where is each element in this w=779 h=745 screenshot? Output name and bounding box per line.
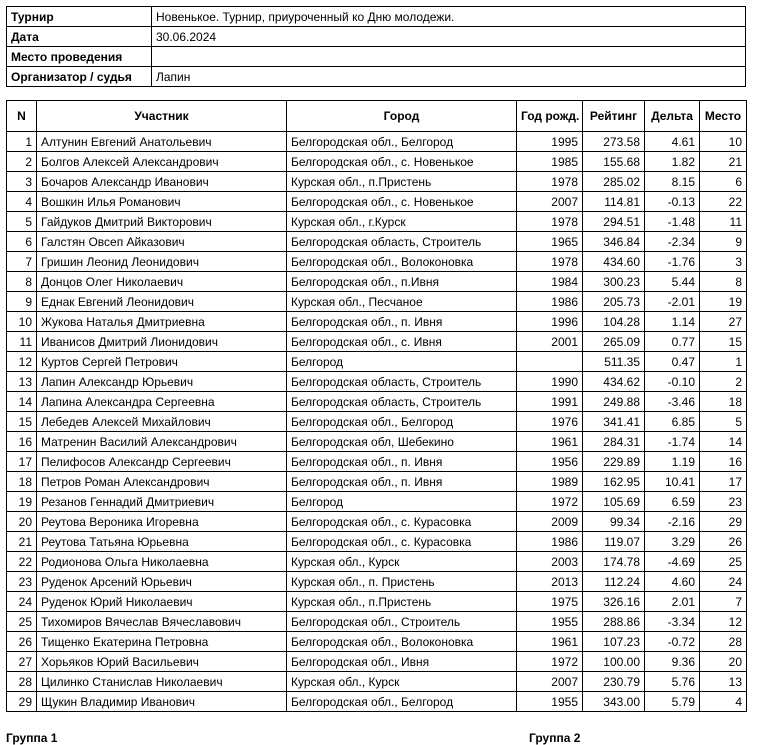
rating-cell: 155.68	[583, 152, 645, 172]
rating-cell: 229.89	[583, 452, 645, 472]
participant-name-cell: Реутова Вероника Игоревна	[37, 512, 287, 532]
participant-name-cell: Петров Роман Александрович	[37, 472, 287, 492]
delta-cell: -2.01	[645, 292, 700, 312]
participant-name-cell: Галстян Овсеп Айказович	[37, 232, 287, 252]
delta-cell: 9.36	[645, 652, 700, 672]
participant-name-cell: Лапин Александр Юрьевич	[37, 372, 287, 392]
participant-city-cell: Белгородская обл., Белгород	[287, 692, 517, 712]
rating-cell: 285.02	[583, 172, 645, 192]
rating-cell: 346.84	[583, 232, 645, 252]
row-number-cell: 6	[7, 232, 37, 252]
table-row	[7, 592, 747, 612]
info-row-organizer	[7, 67, 746, 87]
rating-cell: 273.58	[583, 132, 645, 152]
participant-city-cell: Белгородская обл., п. Ивня	[287, 472, 517, 492]
birth-year-cell	[517, 352, 583, 372]
row-number-cell: 29	[7, 692, 37, 712]
birth-year-cell: 2013	[517, 572, 583, 592]
place-cell: 23	[700, 492, 747, 512]
participant-name-cell: Матренин Василий Александрович	[37, 432, 287, 452]
table-row	[7, 572, 747, 592]
birth-year-cell: 1961	[517, 632, 583, 652]
participant-city-cell: Белгородская обл., п.Ивня	[287, 272, 517, 292]
table-row	[7, 412, 747, 432]
rating-cell: 114.81	[583, 192, 645, 212]
rating-cell: 265.09	[583, 332, 645, 352]
place-cell: 1	[700, 352, 747, 372]
birth-year-cell: 1984	[517, 272, 583, 292]
info-row-tournament	[7, 7, 746, 27]
delta-cell: 10.41	[645, 472, 700, 492]
participant-city-cell: Белгородская область, Строитель	[287, 372, 517, 392]
row-number-cell: 25	[7, 612, 37, 632]
participant-name-cell: Лебедев Алексей Михайлович	[37, 412, 287, 432]
row-number-cell: 22	[7, 552, 37, 572]
participant-city-cell: Белгородская обл., с. Курасовка	[287, 512, 517, 532]
delta-cell: -0.72	[645, 632, 700, 652]
tournament-value: Новенькое. Турнир, приуроченный ко Дню молодежи.	[152, 7, 746, 27]
participant-name-cell: Жукова Наталья Дмитриевна	[37, 312, 287, 332]
row-number-cell: 26	[7, 632, 37, 652]
delta-cell: 8.15	[645, 172, 700, 192]
table-row	[7, 452, 747, 472]
rating-cell: 326.16	[583, 592, 645, 612]
table-row	[7, 152, 747, 172]
participant-city-cell: Курская обл., Курск	[287, 672, 517, 692]
place-cell: 8	[700, 272, 747, 292]
table-row	[7, 212, 747, 232]
rating-cell: 107.23	[583, 632, 645, 652]
birth-year-cell: 1986	[517, 292, 583, 312]
birth-year-cell: 1975	[517, 592, 583, 612]
rating-cell: 100.00	[583, 652, 645, 672]
place-cell: 19	[700, 292, 747, 312]
birth-year-cell: 2009	[517, 512, 583, 532]
participant-name-cell: Руденок Юрий Николаевич	[37, 592, 287, 612]
delta-cell: -3.46	[645, 392, 700, 412]
row-number-cell: 11	[7, 332, 37, 352]
participant-city-cell: Белгородская область, Строитель	[287, 232, 517, 252]
rating-cell: 119.07	[583, 532, 645, 552]
participant-name-cell: Реутова Татьяна Юрьевна	[37, 532, 287, 552]
table-row	[7, 252, 747, 272]
row-number-cell: 2	[7, 152, 37, 172]
participant-city-cell: Белгородская обл., с. Курасовка	[287, 532, 517, 552]
birth-year-cell: 1986	[517, 532, 583, 552]
venue-label: Место проведения	[7, 47, 152, 67]
delta-cell: 2.01	[645, 592, 700, 612]
place-cell: 26	[700, 532, 747, 552]
delta-cell: 1.14	[645, 312, 700, 332]
place-cell: 11	[700, 212, 747, 232]
participant-city-cell: Белгородская обл., с. Ивня	[287, 332, 517, 352]
participant-city-cell: Белгородская обл., Ивня	[287, 652, 517, 672]
group-2-label: Группа 2	[529, 731, 581, 745]
participant-city-cell: Курская обл., п.Пристень	[287, 592, 517, 612]
participant-city-cell: Белгородская обл., п. Ивня	[287, 312, 517, 332]
birth-year-cell: 1955	[517, 612, 583, 632]
rating-cell: 104.28	[583, 312, 645, 332]
birth-year-cell: 2007	[517, 192, 583, 212]
rating-cell: 112.24	[583, 572, 645, 592]
group-1-label: Группа 1	[6, 731, 58, 745]
delta-cell: 1.19	[645, 452, 700, 472]
row-number-cell: 21	[7, 532, 37, 552]
place-cell: 20	[700, 652, 747, 672]
table-row	[7, 132, 747, 152]
tournament-info-table	[6, 6, 746, 87]
birth-year-cell: 1978	[517, 252, 583, 272]
place-cell: 13	[700, 672, 747, 692]
rating-cell: 205.73	[583, 292, 645, 312]
table-row	[7, 352, 747, 372]
participant-name-cell: Родионова Ольга Николаевна	[37, 552, 287, 572]
birth-year-cell: 1985	[517, 152, 583, 172]
place-cell: 22	[700, 192, 747, 212]
delta-cell: 5.76	[645, 672, 700, 692]
participant-name-cell: Болгов Алексей Александрович	[37, 152, 287, 172]
table-row	[7, 392, 747, 412]
table-row	[7, 192, 747, 212]
delta-cell: 1.82	[645, 152, 700, 172]
table-row	[7, 512, 747, 532]
table-row	[7, 652, 747, 672]
participant-city-cell: Белгород	[287, 492, 517, 512]
participant-city-cell: Белгород	[287, 352, 517, 372]
participant-city-cell: Белгородская обл., Волоконовка	[287, 252, 517, 272]
birth-year-cell: 1956	[517, 452, 583, 472]
delta-cell: -2.16	[645, 512, 700, 532]
participant-name-cell: Иванисов Дмитрий Лионидович	[37, 332, 287, 352]
birth-year-cell: 2001	[517, 332, 583, 352]
place-cell: 28	[700, 632, 747, 652]
place-cell: 16	[700, 452, 747, 472]
tournament-label: Турнир	[7, 7, 152, 27]
birth-year-cell: 1990	[517, 372, 583, 392]
participant-city-cell: Белгородская обл., с. Новенькое	[287, 152, 517, 172]
row-number-cell: 8	[7, 272, 37, 292]
participant-name-cell: Еднак Евгений Леонидович	[37, 292, 287, 312]
rating-cell: 105.69	[583, 492, 645, 512]
table-row	[7, 172, 747, 192]
header-participant: Участник	[37, 101, 287, 132]
row-number-cell: 23	[7, 572, 37, 592]
delta-cell: -3.34	[645, 612, 700, 632]
table-row	[7, 292, 747, 312]
participant-name-cell: Лапина Александра Сергеевна	[37, 392, 287, 412]
participant-name-cell: Донцов Олег Николаевич	[37, 272, 287, 292]
organizer-label: Организатор / судья	[7, 67, 152, 87]
table-row	[7, 532, 747, 552]
delta-cell: 0.77	[645, 332, 700, 352]
info-row-venue	[7, 47, 746, 67]
participant-city-cell: Курская обл., п. Пристень	[287, 572, 517, 592]
delta-cell: 5.44	[645, 272, 700, 292]
participant-city-cell: Курская обл., Курск	[287, 552, 517, 572]
participant-name-cell: Тихомиров Вячеслав Вячеславович	[37, 612, 287, 632]
rating-cell: 249.88	[583, 392, 645, 412]
birth-year-cell: 1961	[517, 432, 583, 452]
birth-year-cell: 1978	[517, 172, 583, 192]
table-row	[7, 692, 747, 712]
table-row	[7, 472, 747, 492]
organizer-value: Лапин	[152, 67, 746, 87]
header-place: Место	[700, 101, 747, 132]
participant-city-cell: Белгородская обл., Волоконовка	[287, 632, 517, 652]
participant-name-cell: Тищенко Екатерина Петровна	[37, 632, 287, 652]
row-number-cell: 12	[7, 352, 37, 372]
place-cell: 17	[700, 472, 747, 492]
results-table	[6, 100, 747, 712]
participant-name-cell: Алтунин Евгений Анатольевич	[37, 132, 287, 152]
delta-cell: 4.61	[645, 132, 700, 152]
table-row	[7, 552, 747, 572]
date-value: 30.06.2024	[152, 27, 746, 47]
place-cell: 25	[700, 552, 747, 572]
table-row	[7, 492, 747, 512]
place-cell: 7	[700, 592, 747, 612]
table-row	[7, 632, 747, 652]
place-cell: 5	[700, 412, 747, 432]
row-number-cell: 15	[7, 412, 37, 432]
delta-cell: -1.74	[645, 432, 700, 452]
table-row	[7, 432, 747, 452]
row-number-cell: 17	[7, 452, 37, 472]
delta-cell: -1.76	[645, 252, 700, 272]
row-number-cell: 14	[7, 392, 37, 412]
place-cell: 6	[700, 172, 747, 192]
rating-cell: 99.34	[583, 512, 645, 532]
birth-year-cell: 1996	[517, 312, 583, 332]
place-cell: 27	[700, 312, 747, 332]
participant-name-cell: Куртов Сергей Петрович	[37, 352, 287, 372]
participant-name-cell: Цилинко Станислав Николаевич	[37, 672, 287, 692]
participant-city-cell: Курская обл., г.Курск	[287, 212, 517, 232]
results-header-row	[7, 101, 747, 132]
row-number-cell: 24	[7, 592, 37, 612]
participant-city-cell: Белгородская обл., Строитель	[287, 612, 517, 632]
date-label: Дата	[7, 27, 152, 47]
birth-year-cell: 1995	[517, 132, 583, 152]
participant-name-cell: Пелифосов Александр Сергеевич	[37, 452, 287, 472]
delta-cell: -1.48	[645, 212, 700, 232]
delta-cell: 4.60	[645, 572, 700, 592]
participant-name-cell: Гайдуков Дмитрий Викторович	[37, 212, 287, 232]
header-rating: Рейтинг	[583, 101, 645, 132]
rating-cell: 343.00	[583, 692, 645, 712]
rating-cell: 300.23	[583, 272, 645, 292]
place-cell: 4	[700, 692, 747, 712]
place-cell: 14	[700, 432, 747, 452]
row-number-cell: 7	[7, 252, 37, 272]
header-birth-year: Год рожд.	[517, 101, 583, 132]
birth-year-cell: 1965	[517, 232, 583, 252]
row-number-cell: 5	[7, 212, 37, 232]
place-cell: 9	[700, 232, 747, 252]
birth-year-cell: 1955	[517, 692, 583, 712]
participant-name-cell: Резанов Геннадий Дмитриевич	[37, 492, 287, 512]
rating-cell: 511.35	[583, 352, 645, 372]
table-row	[7, 672, 747, 692]
delta-cell: -0.13	[645, 192, 700, 212]
row-number-cell: 27	[7, 652, 37, 672]
birth-year-cell: 1989	[517, 472, 583, 492]
participant-city-cell: Курская обл., п.Пристень	[287, 172, 517, 192]
delta-cell: 6.59	[645, 492, 700, 512]
row-number-cell: 3	[7, 172, 37, 192]
participant-name-cell: Руденок Арсений Юрьевич	[37, 572, 287, 592]
table-row	[7, 372, 747, 392]
place-cell: 2	[700, 372, 747, 392]
venue-value	[152, 47, 746, 67]
rating-cell: 434.62	[583, 372, 645, 392]
participant-name-cell: Гришин Леонид Леонидович	[37, 252, 287, 272]
participant-city-cell: Белгородская обл., п. Ивня	[287, 452, 517, 472]
rating-cell: 162.95	[583, 472, 645, 492]
table-row	[7, 272, 747, 292]
rating-cell: 434.60	[583, 252, 645, 272]
participant-name-cell: Бочаров Александр Иванович	[37, 172, 287, 192]
header-delta: Дельта	[645, 101, 700, 132]
rating-cell: 288.86	[583, 612, 645, 632]
row-number-cell: 10	[7, 312, 37, 332]
rating-cell: 174.78	[583, 552, 645, 572]
delta-cell: 5.79	[645, 692, 700, 712]
delta-cell: 0.47	[645, 352, 700, 372]
birth-year-cell: 1972	[517, 652, 583, 672]
row-number-cell: 1	[7, 132, 37, 152]
delta-cell: 3.29	[645, 532, 700, 552]
place-cell: 12	[700, 612, 747, 632]
birth-year-cell: 1976	[517, 412, 583, 432]
birth-year-cell: 1972	[517, 492, 583, 512]
table-row	[7, 232, 747, 252]
participant-city-cell: Белгородская обл., Белгород	[287, 412, 517, 432]
row-number-cell: 19	[7, 492, 37, 512]
participant-city-cell: Курская обл., Песчаное	[287, 292, 517, 312]
place-cell: 3	[700, 252, 747, 272]
table-row	[7, 312, 747, 332]
row-number-cell: 13	[7, 372, 37, 392]
participant-name-cell: Хорьяков Юрий Васильевич	[37, 652, 287, 672]
participant-city-cell: Белгородская обл, Шебекино	[287, 432, 517, 452]
header-n: N	[7, 101, 37, 132]
results-body	[7, 132, 747, 712]
participant-city-cell: Белгородская обл., Белгород	[287, 132, 517, 152]
place-cell: 10	[700, 132, 747, 152]
place-cell: 24	[700, 572, 747, 592]
delta-cell: -4.69	[645, 552, 700, 572]
row-number-cell: 20	[7, 512, 37, 532]
delta-cell: -0.10	[645, 372, 700, 392]
place-cell: 21	[700, 152, 747, 172]
rating-cell: 284.31	[583, 432, 645, 452]
row-number-cell: 28	[7, 672, 37, 692]
participant-city-cell: Белгородская обл., с. Новенькое	[287, 192, 517, 212]
place-cell: 29	[700, 512, 747, 532]
birth-year-cell: 1978	[517, 212, 583, 232]
participant-name-cell: Вошкин Илья Романович	[37, 192, 287, 212]
place-cell: 15	[700, 332, 747, 352]
rating-cell: 294.51	[583, 212, 645, 232]
table-row	[7, 612, 747, 632]
rating-cell: 230.79	[583, 672, 645, 692]
rating-cell: 341.41	[583, 412, 645, 432]
row-number-cell: 18	[7, 472, 37, 492]
birth-year-cell: 2003	[517, 552, 583, 572]
table-row	[7, 332, 747, 352]
delta-cell: -2.34	[645, 232, 700, 252]
birth-year-cell: 2007	[517, 672, 583, 692]
info-row-date	[7, 27, 746, 47]
header-city: Город	[287, 101, 517, 132]
row-number-cell: 4	[7, 192, 37, 212]
birth-year-cell: 1991	[517, 392, 583, 412]
delta-cell: 6.85	[645, 412, 700, 432]
participant-name-cell: Щукин Владимир Иванович	[37, 692, 287, 712]
place-cell: 18	[700, 392, 747, 412]
participant-city-cell: Белгородская область, Строитель	[287, 392, 517, 412]
row-number-cell: 16	[7, 432, 37, 452]
row-number-cell: 9	[7, 292, 37, 312]
